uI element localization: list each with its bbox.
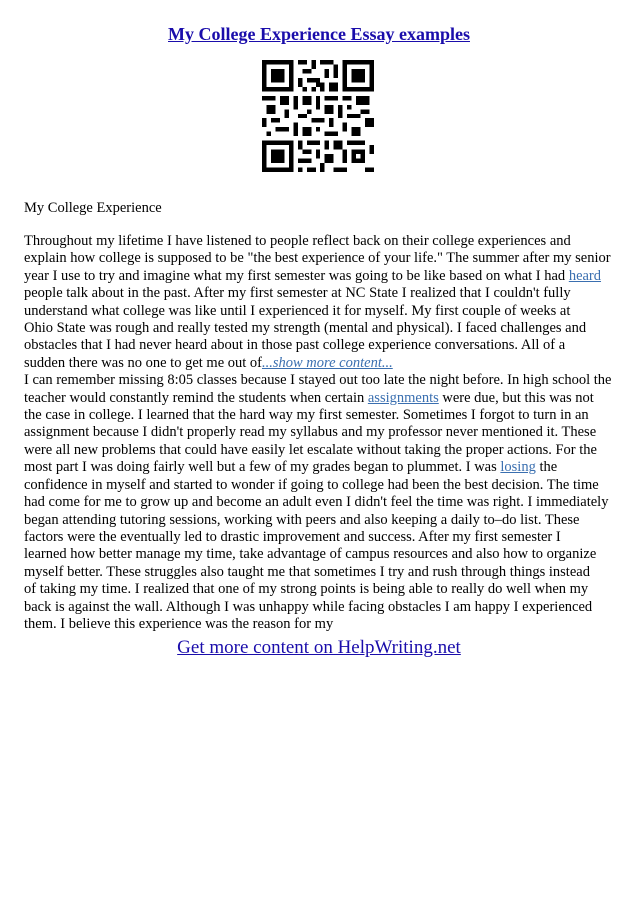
text-line: the case in college. I learned that the hard way my first semester. Sometimes I forgot to turn in an (24, 407, 589, 424)
text-line: obstacles that I had never heard about in those past college experience conversations. All of a (24, 337, 566, 354)
link-assignments[interactable]: assignments (367, 389, 439, 406)
qr-code-icon (262, 60, 374, 172)
footer-link[interactable]: Get more content on HelpWriting.net (177, 637, 461, 658)
text-line: sudden there was no one to get me out of...show more content... (24, 354, 393, 371)
text-line: teacher would constantly remind the students when certain assignments were due, but this was not (24, 389, 594, 406)
text-line: most part I was doing fairly well but a few of my grades began to plummet. I was losing the (24, 459, 558, 476)
text-line: myself better. These struggles also taught me that sometimes I try and rush through things instead (24, 563, 590, 580)
text-line: confidence in myself and started to wonder if going to college had been the best decision. The time (24, 476, 599, 493)
text-line: began attending tutoring sessions, working with peers and also keeping a daily to–do list. These (24, 511, 580, 528)
page-title[interactable]: My College Experience Essay examples (168, 24, 470, 44)
text-line: of taking my time. I realized that one of my strong points is being able to really do well when my (24, 581, 589, 598)
show-more-link[interactable]: ...show more content... (261, 354, 393, 371)
text-line: factors were the eventually led to drastic improvement and success. After my first semester I (24, 528, 561, 545)
text-line: I can remember missing 8:05 classes because I stayed out too late the night before. In high school the (24, 372, 612, 389)
text-line: explain how college is supposed to be "the best experience of your life." The summer after my senior (24, 250, 611, 267)
text-line: were all new problems that could have easily let escalate without taking the proper actions. For the (24, 441, 597, 458)
text-line: learned how better manage my time, take advantage of campus resources and also how to organize (24, 546, 597, 563)
text-line: back is against the wall. Although I was unhappy while facing obstacles I am happy I experienced (24, 598, 593, 615)
link-heard[interactable]: heard (568, 267, 602, 284)
link-losing[interactable]: losing (500, 459, 536, 476)
text-line: understand what college was like until I experienced it for myself. My first couple of weeks at (24, 302, 571, 319)
text-line: had come for me to grow up and become an adult even I didn't feel the time was right. I immediately (24, 494, 609, 511)
text-line: Throughout my lifetime I have listened to people reflect back on their college experiences and (24, 233, 571, 249)
text-line: year I use to try and imagine what my first semester was going to be like based on what I had heard (24, 267, 602, 284)
text-line: assignment because I didn't properly read my syllabus and my professor never mentioned it. These (24, 424, 597, 441)
text-line: them. I believe this experience was the reason for my (24, 615, 334, 632)
text-line: people talk about in the past. After my first semester at NC State I realized that I couldn't fully (24, 285, 571, 302)
essay-heading: My College Experience (24, 200, 162, 216)
essay-body (24, 233, 618, 633)
text-line: Ohio State was rough and really tested my strength (mental and physical). I faced challenges and (24, 320, 587, 337)
